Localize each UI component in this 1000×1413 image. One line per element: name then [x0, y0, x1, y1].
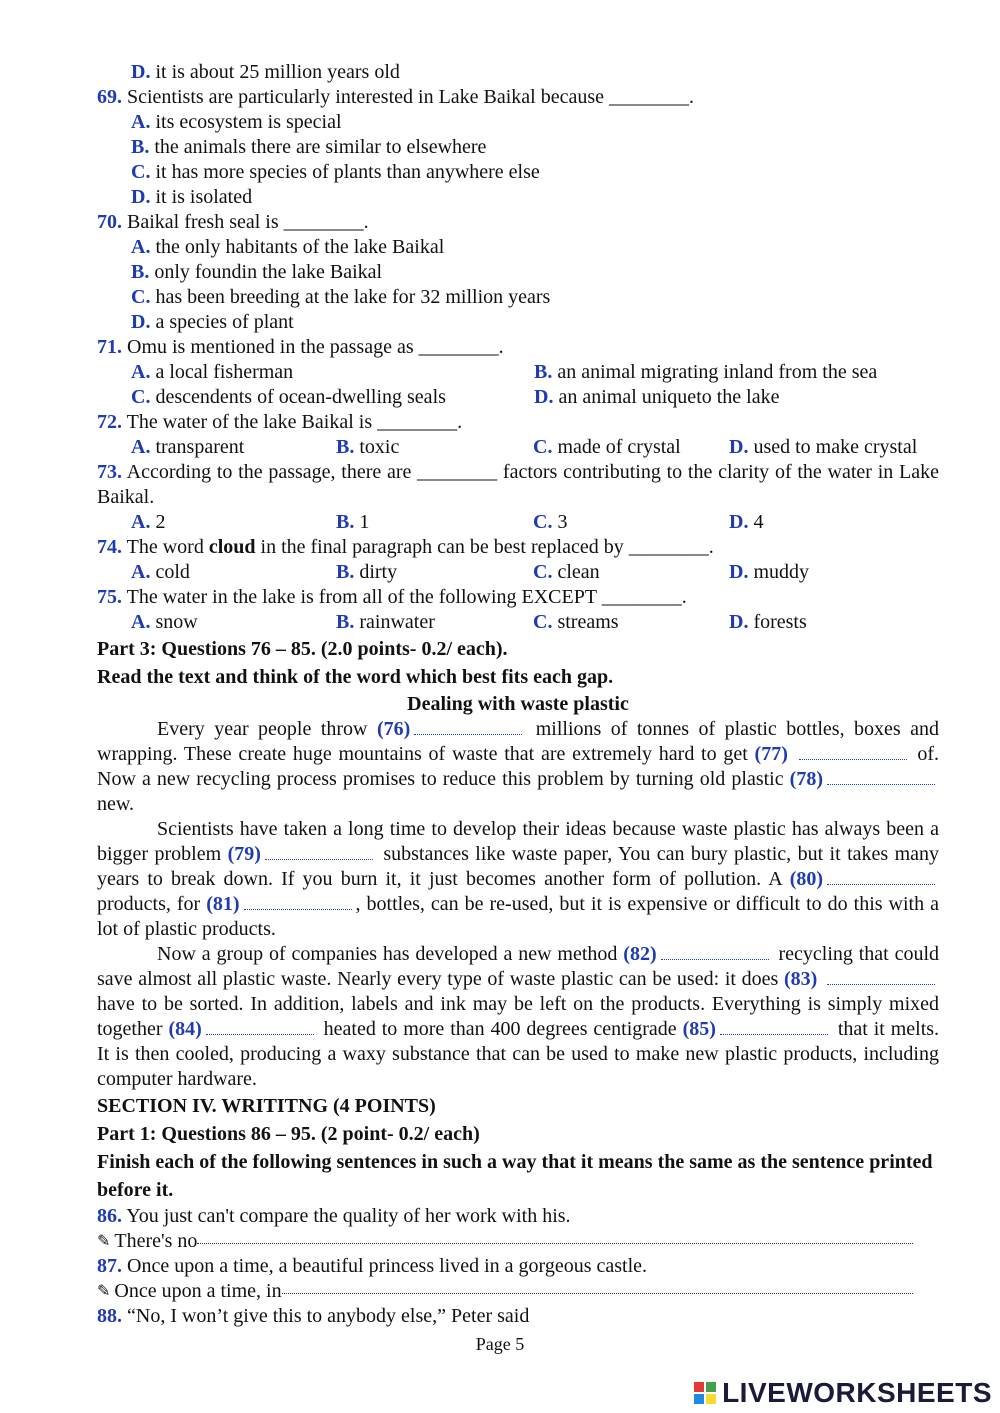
option-label: C. [533, 611, 553, 633]
question-stem: Baikal fresh seal is ________. [127, 211, 369, 233]
option-label: A. [131, 436, 151, 458]
question-stem-post: in the final paragraph can be best replaced by ________. [255, 536, 714, 558]
option-label: C. [131, 161, 151, 183]
q70-option-c [97, 285, 939, 310]
option-label: A. [131, 236, 151, 258]
option-text: has been breeding at the lake for 32 million years [155, 286, 551, 308]
option-text: it has more species of plants than anywhere else [155, 161, 540, 183]
question-number: 75. [97, 586, 122, 608]
q71-option-d [534, 385, 780, 410]
passage-text: Every year people throw [157, 718, 368, 740]
q69-option-a [97, 110, 939, 135]
option-text: cold [155, 561, 190, 583]
question-number: 69. [97, 86, 122, 108]
section4-part1-heading: Part 1: Questions 86 – 95. (2 point- 0.2/ each) [97, 1123, 480, 1145]
question-71 [97, 335, 939, 360]
passage-paragraph-3 [97, 942, 939, 1092]
option-text: 2 [155, 511, 166, 533]
q74-option-a [131, 560, 336, 585]
option-text: the animals there are similar to elsewhere [154, 136, 487, 158]
option-label: B. [336, 511, 355, 533]
logo-grid-icon [694, 1382, 716, 1404]
worksheet-page [97, 60, 939, 1329]
section4-heading: SECTION IV. WRITITNG (4 POINTS) [97, 1095, 436, 1117]
question-stem: According to the passage, there are ________ factors contributing to the clarity of the water in Lake Baikal. [97, 461, 939, 508]
question-number: 88. [97, 1305, 122, 1327]
gap-input-81[interactable] [244, 895, 352, 910]
option-label: D. [729, 561, 749, 583]
answer-input-87[interactable] [282, 1279, 913, 1294]
question-stem-keyword: cloud [208, 536, 256, 558]
passage-text: Now a group of companies has developed a new method [157, 943, 618, 965]
option-text: its ecosystem is special [155, 111, 342, 133]
gap-number: (84) [168, 1018, 202, 1040]
q72-option-b [336, 435, 533, 460]
question-72 [97, 410, 939, 435]
passage-text: recycling that could save almost all plastic waste. Nearly every type of waste plastic can be used: it does [97, 943, 940, 990]
pen-icon: ✎ [97, 1233, 111, 1250]
q74-option-d [729, 560, 809, 585]
gap-input-76[interactable] [414, 720, 522, 735]
option-text: it is about 25 million years old [155, 61, 400, 83]
option-label: A. [131, 361, 151, 383]
gap-input-84[interactable] [206, 1020, 314, 1035]
logo-square [706, 1382, 716, 1392]
logo-square [694, 1394, 704, 1404]
question-number: 87. [97, 1255, 122, 1277]
question-86 [97, 1204, 939, 1229]
question-number: 86. [97, 1205, 122, 1227]
question-number: 70. [97, 211, 122, 233]
option-label: B. [534, 361, 553, 383]
answer-prompt: There's no [114, 1230, 198, 1252]
answer-prompt: Once upon a time, in [114, 1280, 282, 1302]
option-text: rainwater [359, 611, 435, 633]
q71-option-b [534, 360, 877, 385]
option-label: C. [533, 436, 553, 458]
q69-option-b [97, 135, 939, 160]
option-label: D. [131, 61, 151, 83]
passage-title: Dealing with waste plastic [407, 693, 629, 715]
passage-paragraph-2 [97, 817, 939, 942]
passage-text: that it melts. It is then cooled, producing a waxy substance that can be used to make new plastic products, including computer hardware. [97, 1018, 940, 1090]
answer-line-87 [97, 1279, 939, 1304]
option-label: D. [131, 311, 151, 333]
question-number: 71. [97, 336, 122, 358]
option-label: D. [729, 436, 749, 458]
gap-number: (80) [789, 868, 824, 890]
question-stem: “No, I won’t give this to anybody else,” Peter said [127, 1305, 530, 1327]
question-stem: Omu is mentioned in the passage as ________. [127, 336, 504, 358]
option-text: used to make crystal [753, 436, 918, 458]
option-text: transparent [155, 436, 245, 458]
option-text: forests [753, 611, 807, 633]
q74-option-c [533, 560, 729, 585]
gap-input-85[interactable] [720, 1020, 828, 1035]
passage-text: new. [97, 793, 135, 815]
question-stem: You just can't compare the quality of her work with his. [126, 1205, 571, 1227]
passage-text: Scientists have taken a long time to develop their ideas because waste plastic has always been a bigger problem [97, 818, 939, 865]
gap-input-82[interactable] [661, 945, 769, 960]
passage-text: heated to more than 400 degrees centigrade [323, 1018, 677, 1040]
q70-option-d [97, 310, 939, 335]
q72-options [97, 435, 939, 460]
passage-text: have to be sorted. In addition, labels and ink may be left on the products. Everything is simply mixed together [97, 993, 939, 1040]
option-label: D. [729, 611, 749, 633]
q75-options [97, 610, 939, 635]
q72-option-d [729, 435, 917, 460]
option-label: A. [131, 611, 151, 633]
gap-number: (77) [754, 743, 788, 765]
gap-number: (76) [376, 718, 411, 740]
passage-text: products, for [97, 893, 201, 915]
option-text: a local fisherman [155, 361, 294, 383]
q73-option-c [533, 510, 729, 535]
question-stem: Once upon a time, a beautiful princess lived in a gorgeous castle. [127, 1255, 648, 1277]
option-label: B. [131, 261, 150, 283]
q73-options [97, 510, 939, 535]
q70-option-b [97, 260, 939, 285]
option-text: an animal migrating inland from the sea [557, 361, 878, 383]
option-label: C. [533, 511, 553, 533]
q69-option-c [97, 160, 939, 185]
q71-option-a [131, 360, 534, 385]
q71-option-c [131, 385, 534, 410]
option-text: made of crystal [557, 436, 681, 458]
option-text: muddy [753, 561, 810, 583]
q73-option-d [729, 510, 763, 535]
gap-number: (83) [784, 968, 818, 990]
option-text: a species of plant [155, 311, 294, 333]
q72-option-a [131, 435, 336, 460]
option-text: clean [557, 561, 600, 583]
option-text: 3 [557, 511, 568, 533]
question-87 [97, 1254, 939, 1279]
page-number: Page 5 [475, 1334, 525, 1354]
gap-input-83[interactable] [827, 970, 935, 985]
logo-text: LIVEWORKSHEETS [722, 1377, 992, 1408]
option-label: C. [533, 561, 553, 583]
option-text: the only habitants of the lake Baikal [155, 236, 445, 258]
answer-input-86[interactable] [197, 1229, 913, 1244]
question-73 [97, 460, 939, 510]
option-label: A. [131, 561, 151, 583]
question-70 [97, 210, 939, 235]
part3-heading: Part 3: Questions 76 – 85. (2.0 points- 0.2/ each). [97, 638, 508, 660]
q71-options-row-2 [97, 385, 939, 410]
option-text: only foundin the lake Baikal [154, 261, 383, 283]
option-text: dirty [359, 561, 398, 583]
question-88 [97, 1304, 939, 1329]
question-stem: The water of the lake Baikal is ________. [126, 411, 463, 433]
passage-text: , bottles, can be re-used, but it is expensive or difficult to do this with a lot of plastic products. [97, 893, 939, 940]
question-number: 73. [97, 461, 122, 483]
logo-square [694, 1382, 704, 1392]
gap-number: (85) [682, 1018, 716, 1040]
option-text: descendents of ocean-dwelling seals [155, 386, 446, 408]
option-text: it is isolated [155, 186, 253, 208]
gap-number: (79) [227, 843, 261, 865]
gap-input-77[interactable] [799, 745, 907, 760]
gap-number: (78) [789, 768, 823, 790]
q69-option-d [97, 185, 939, 210]
q73-option-b [336, 510, 533, 535]
gap-number: (82) [623, 943, 657, 965]
liveworksheets-logo [694, 1377, 992, 1408]
q75-option-a [131, 610, 336, 635]
q74-options [97, 560, 939, 585]
option-text: 1 [359, 511, 370, 533]
passage-text: substances like waste paper, You can bury plastic, but it takes many years to break down. If you burn it, it just becomes another form of pollution. A [97, 843, 940, 890]
passage-paragraph-1 [97, 717, 939, 817]
question-69 [97, 85, 939, 110]
question-number: 72. [97, 411, 122, 433]
gap-number: (81) [206, 893, 240, 915]
option-label: D. [534, 386, 554, 408]
q71-options-row-1 [97, 360, 939, 385]
gap-input-80[interactable] [827, 870, 935, 885]
q68-option-d [97, 60, 939, 85]
option-text: streams [557, 611, 619, 633]
question-stem: Scientists are particularly interested in Lake Baikal because ________. [127, 86, 695, 108]
q75-option-d [729, 610, 807, 635]
passage-text: millions of tonnes of plastic bottles, boxes and wrapping. These create huge mountains of waste that are extremely hard to get [97, 718, 940, 765]
pen-icon: ✎ [97, 1283, 111, 1300]
part3-instruction: Read the text and think of the word which best fits each gap. [97, 666, 614, 688]
question-stem-pre: The word [126, 536, 209, 558]
option-label: B. [336, 561, 355, 583]
option-label: D. [131, 186, 151, 208]
option-text: toxic [359, 436, 400, 458]
q72-option-c [533, 435, 729, 460]
option-label: D. [729, 511, 749, 533]
option-label: B. [131, 136, 150, 158]
question-74 [97, 535, 939, 560]
section4-instruction: Finish each of the following sentences in such a way that it means the same as the sentence printed before it. [97, 1151, 933, 1201]
gap-input-78[interactable] [827, 770, 935, 785]
q75-option-c [533, 610, 729, 635]
option-label: B. [336, 611, 355, 633]
q73-option-a [131, 510, 336, 535]
option-text: 4 [753, 511, 764, 533]
option-label: A. [131, 111, 151, 133]
question-75 [97, 585, 939, 610]
q75-option-b [336, 610, 533, 635]
question-stem: The water in the lake is from all of the following EXCEPT ________. [126, 586, 687, 608]
option-text: an animal uniqueto the lake [558, 386, 780, 408]
q74-option-b [336, 560, 533, 585]
logo-square [706, 1394, 716, 1404]
option-text: snow [155, 611, 198, 633]
question-number: 74. [97, 536, 122, 558]
option-label: C. [131, 286, 151, 308]
answer-line-86 [97, 1229, 939, 1254]
gap-input-79[interactable] [265, 845, 373, 860]
q70-option-a [97, 235, 939, 260]
option-label: A. [131, 511, 151, 533]
option-label: C. [131, 386, 151, 408]
option-label: B. [336, 436, 355, 458]
passage-text: of. Now a new recycling process promises to reduce this problem by turning old plastic [97, 743, 940, 790]
